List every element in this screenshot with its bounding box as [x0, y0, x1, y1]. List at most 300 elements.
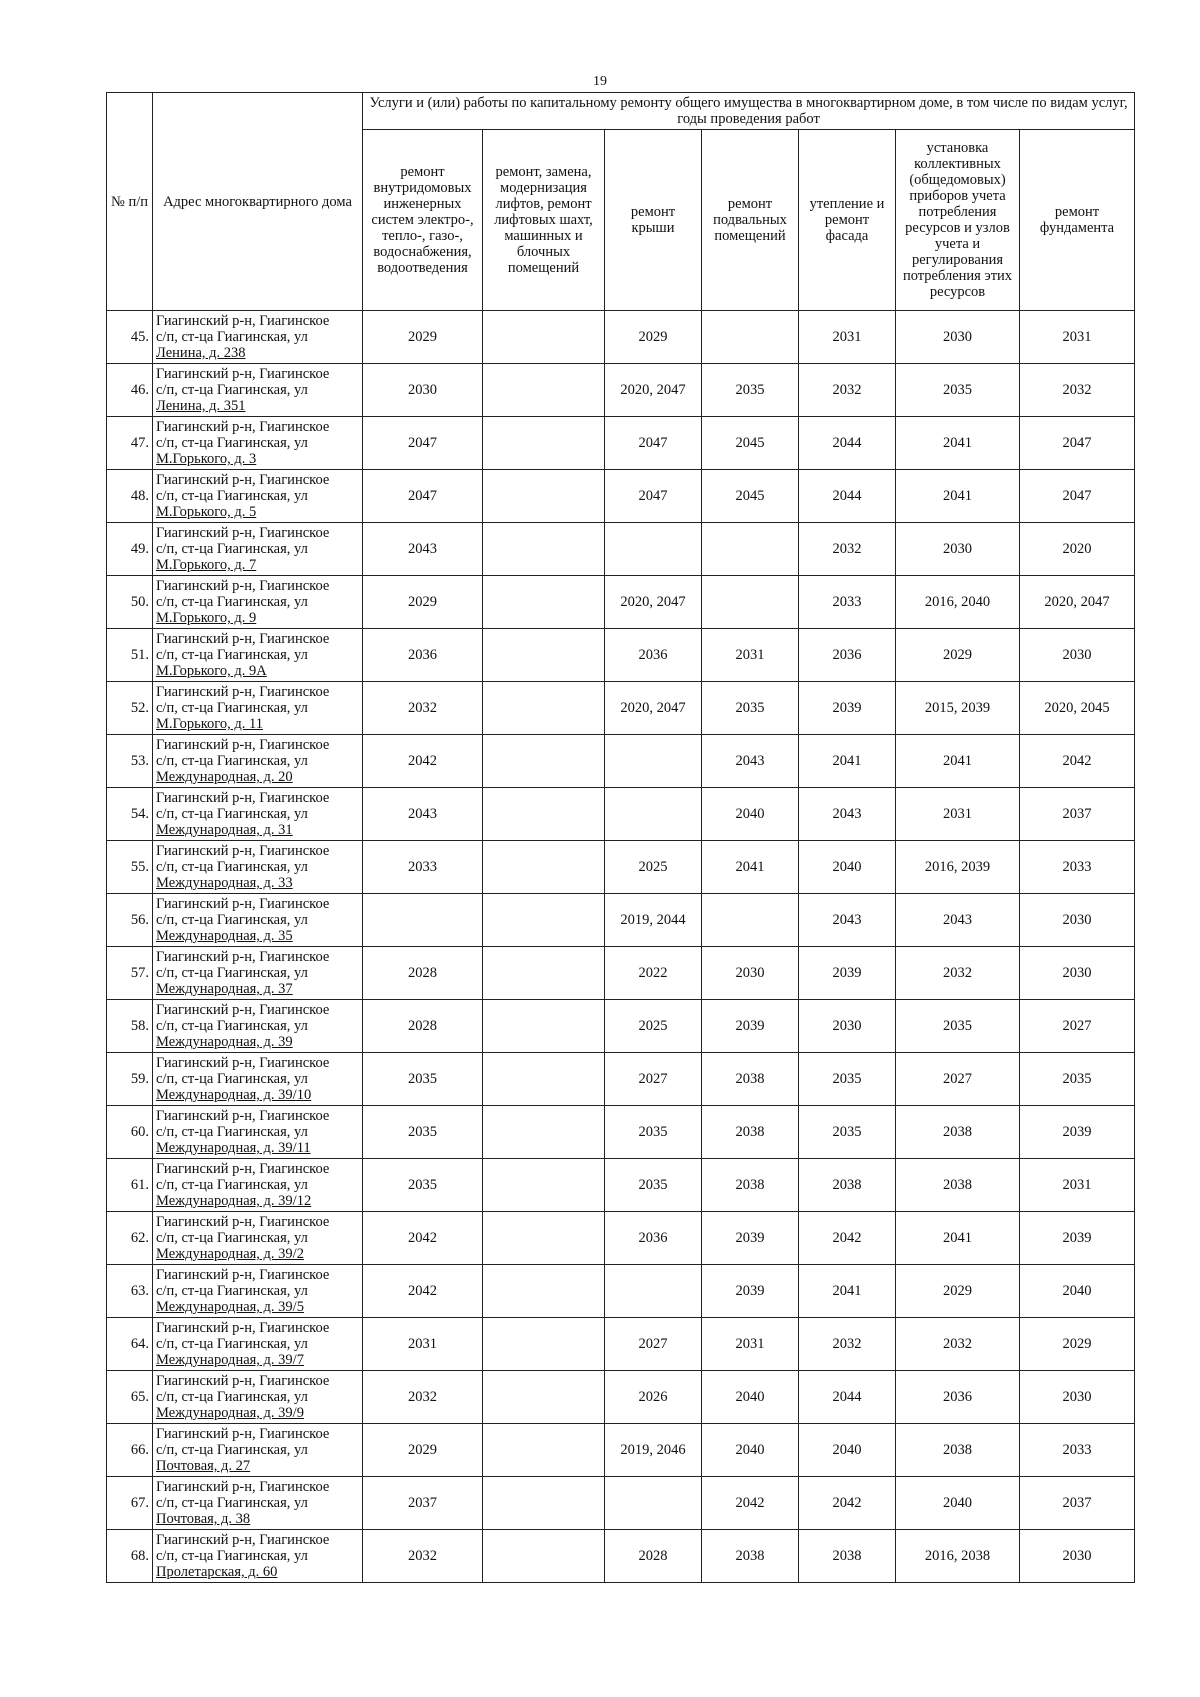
service-year-cell: 2035: [702, 364, 799, 417]
service-year-cell: 2035: [702, 682, 799, 735]
address-line: с/п, ст-ца Гиагинская, ул: [156, 1018, 308, 1034]
service-year-cell: 2038: [799, 1159, 896, 1212]
table-row: [107, 364, 1135, 417]
service-year-cell: [483, 311, 605, 364]
service-year-cell: 2030: [896, 311, 1020, 364]
service-year-cell: 2032: [1020, 364, 1135, 417]
address-line: Ленина, д. 238: [156, 345, 246, 361]
address-line: Гиагинский р-н, Гиагинское: [156, 472, 330, 488]
service-year-cell: 2019, 2044: [605, 894, 702, 947]
table-row: [107, 629, 1135, 682]
address-line: с/п, ст-ца Гиагинская, ул: [156, 1283, 308, 1299]
row-number: 45.: [107, 311, 153, 364]
row-number: 56.: [107, 894, 153, 947]
service-year-cell: 2035: [896, 1000, 1020, 1053]
service-year-cell: 2035: [799, 1106, 896, 1159]
table-row: [107, 735, 1135, 788]
row-number: 48.: [107, 470, 153, 523]
service-year-cell: 2030: [1020, 1530, 1135, 1583]
service-year-cell: 2045: [702, 417, 799, 470]
capital-repair-table: [106, 92, 1135, 1583]
row-address: [153, 1000, 363, 1053]
service-year-cell: [363, 894, 483, 947]
service-year-cell: 2036: [605, 629, 702, 682]
table-row: [107, 788, 1135, 841]
service-year-cell: [483, 1424, 605, 1477]
table-row: [107, 1477, 1135, 1530]
service-year-cell: 2035: [363, 1106, 483, 1159]
table-row: [107, 417, 1135, 470]
table-row: [107, 947, 1135, 1000]
header-service-basement: ремонт подвальных помещений: [702, 130, 799, 311]
service-year-cell: 2040: [799, 841, 896, 894]
service-year-cell: [483, 1265, 605, 1318]
row-number: 47.: [107, 417, 153, 470]
service-year-cell: 2043: [799, 894, 896, 947]
service-year-cell: 2047: [363, 417, 483, 470]
service-year-cell: 2040: [896, 1477, 1020, 1530]
row-number: 61.: [107, 1159, 153, 1212]
service-year-cell: [702, 311, 799, 364]
address-line: М.Горького, д. 7: [156, 557, 257, 573]
address-line: с/п, ст-ца Гиагинская, ул: [156, 1336, 308, 1352]
service-year-cell: 2030: [1020, 894, 1135, 947]
service-year-cell: 2020: [1020, 523, 1135, 576]
row-address: [153, 682, 363, 735]
row-number: 58.: [107, 1000, 153, 1053]
service-year-cell: 2016, 2038: [896, 1530, 1020, 1583]
service-year-cell: 2036: [363, 629, 483, 682]
service-year-cell: 2035: [1020, 1053, 1135, 1106]
address-line: с/п, ст-ца Гиагинская, ул: [156, 912, 308, 928]
address-line: с/п, ст-ца Гиагинская, ул: [156, 435, 308, 451]
service-year-cell: [483, 1000, 605, 1053]
service-year-cell: 2031: [1020, 311, 1135, 364]
service-year-cell: [702, 576, 799, 629]
service-year-cell: 2020, 2047: [605, 364, 702, 417]
table-row: [107, 841, 1135, 894]
address-line: Гиагинский р-н, Гиагинское: [156, 578, 330, 594]
service-year-cell: 2044: [799, 417, 896, 470]
address-line: с/п, ст-ца Гиагинская, ул: [156, 1548, 308, 1564]
service-year-cell: 2043: [896, 894, 1020, 947]
service-year-cell: [605, 788, 702, 841]
address-line: М.Горького, д. 11: [156, 716, 263, 732]
address-line: Гиагинский р-н, Гиагинское: [156, 1002, 330, 1018]
service-year-cell: 2041: [896, 417, 1020, 470]
service-year-cell: 2037: [1020, 788, 1135, 841]
table-row: [107, 1265, 1135, 1318]
service-year-cell: [483, 1159, 605, 1212]
table-row: [107, 1159, 1135, 1212]
service-year-cell: 2041: [896, 735, 1020, 788]
service-year-cell: 2025: [605, 841, 702, 894]
table-body: [107, 311, 1135, 1583]
address-line: Международная, д. 39/7: [156, 1352, 304, 1368]
service-year-cell: 2030: [1020, 629, 1135, 682]
address-line: с/п, ст-ца Гиагинская, ул: [156, 541, 308, 557]
address-line: Гиагинский р-н, Гиагинское: [156, 1373, 330, 1389]
service-year-cell: 2030: [896, 523, 1020, 576]
service-year-cell: 2016, 2040: [896, 576, 1020, 629]
service-year-cell: 2029: [363, 1424, 483, 1477]
row-number: 65.: [107, 1371, 153, 1424]
service-year-cell: 2027: [1020, 1000, 1135, 1053]
service-year-cell: 2031: [896, 788, 1020, 841]
service-year-cell: 2039: [799, 947, 896, 1000]
address-line: с/п, ст-ца Гиагинская, ул: [156, 488, 308, 504]
row-number: 68.: [107, 1530, 153, 1583]
service-year-cell: 2035: [896, 364, 1020, 417]
service-year-cell: 2029: [363, 576, 483, 629]
service-year-cell: 2032: [363, 682, 483, 735]
service-year-cell: 2030: [1020, 947, 1135, 1000]
service-year-cell: 2040: [702, 1424, 799, 1477]
address-line: с/п, ст-ца Гиагинская, ул: [156, 647, 308, 663]
service-year-cell: 2028: [605, 1530, 702, 1583]
service-year-cell: 2032: [896, 947, 1020, 1000]
service-year-cell: 2040: [799, 1424, 896, 1477]
service-year-cell: 2038: [896, 1424, 1020, 1477]
table-row: [107, 1000, 1135, 1053]
service-year-cell: [605, 735, 702, 788]
service-year-cell: 2038: [799, 1530, 896, 1583]
table-row: [107, 576, 1135, 629]
service-year-cell: 2047: [363, 470, 483, 523]
service-year-cell: 2028: [363, 1000, 483, 1053]
address-line: с/п, ст-ца Гиагинская, ул: [156, 1495, 308, 1511]
service-year-cell: [483, 1477, 605, 1530]
service-year-cell: 2033: [363, 841, 483, 894]
address-line: Почтовая, д. 38: [156, 1511, 251, 1527]
table-row: [107, 470, 1135, 523]
service-year-cell: [483, 1530, 605, 1583]
service-year-cell: 2027: [896, 1053, 1020, 1106]
address-line: Международная, д. 39/9: [156, 1405, 304, 1421]
service-year-cell: 2029: [896, 1265, 1020, 1318]
service-year-cell: 2036: [799, 629, 896, 682]
service-year-cell: [483, 576, 605, 629]
row-address: [153, 894, 363, 947]
service-year-cell: 2030: [363, 364, 483, 417]
service-year-cell: 2039: [702, 1265, 799, 1318]
service-year-cell: 2036: [605, 1212, 702, 1265]
service-year-cell: [483, 1318, 605, 1371]
service-year-cell: 2045: [702, 470, 799, 523]
address-line: Международная, д. 39/11: [156, 1140, 311, 1156]
row-address: [153, 364, 363, 417]
header-services-group: Услуги и (или) работы по капитальному ремонту общего имущества в многоквартирном доме, в том числе по видам услуг, годы проведения работ: [363, 93, 1135, 130]
address-line: Гиагинский р-н, Гиагинское: [156, 1214, 330, 1230]
address-line: с/п, ст-ца Гиагинская, ул: [156, 1071, 308, 1087]
address-line: М.Горького, д. 9А: [156, 663, 267, 679]
row-number: 60.: [107, 1106, 153, 1159]
service-year-cell: [483, 735, 605, 788]
service-year-cell: 2039: [1020, 1106, 1135, 1159]
service-year-cell: [483, 1053, 605, 1106]
service-year-cell: 2043: [702, 735, 799, 788]
row-number: 53.: [107, 735, 153, 788]
address-line: Международная, д. 33: [156, 875, 293, 891]
row-address: [153, 470, 363, 523]
row-address: [153, 1318, 363, 1371]
row-address: [153, 947, 363, 1000]
address-line: Гиагинский р-н, Гиагинское: [156, 790, 330, 806]
address-line: М.Горького, д. 3: [156, 451, 257, 467]
address-line: с/п, ст-ца Гиагинская, ул: [156, 1124, 308, 1140]
table-row: [107, 1530, 1135, 1583]
service-year-cell: 2041: [799, 735, 896, 788]
service-year-cell: 2020, 2047: [1020, 576, 1135, 629]
service-year-cell: 2031: [799, 311, 896, 364]
row-number: 62.: [107, 1212, 153, 1265]
address-line: с/п, ст-ца Гиагинская, ул: [156, 1389, 308, 1405]
service-year-cell: 2035: [363, 1053, 483, 1106]
service-year-cell: 2039: [702, 1000, 799, 1053]
service-year-cell: 2041: [896, 470, 1020, 523]
row-number: 57.: [107, 947, 153, 1000]
service-year-cell: 2040: [702, 788, 799, 841]
row-address: [153, 1159, 363, 1212]
row-address: [153, 417, 363, 470]
address-line: Гиагинский р-н, Гиагинское: [156, 843, 330, 859]
service-year-cell: [483, 629, 605, 682]
service-year-cell: 2032: [363, 1371, 483, 1424]
service-year-cell: [605, 1265, 702, 1318]
service-year-cell: 2020, 2045: [1020, 682, 1135, 735]
address-line: Пролетарская, д. 60: [156, 1564, 278, 1580]
service-year-cell: 2015, 2039: [896, 682, 1020, 735]
address-line: с/п, ст-ца Гиагинская, ул: [156, 1230, 308, 1246]
service-year-cell: 2033: [799, 576, 896, 629]
service-year-cell: 2047: [605, 417, 702, 470]
address-line: Гиагинский р-н, Гиагинское: [156, 1108, 330, 1124]
address-line: Гиагинский р-н, Гиагинское: [156, 1320, 330, 1336]
address-line: с/п, ст-ца Гиагинская, ул: [156, 594, 308, 610]
address-line: Гиагинский р-н, Гиагинское: [156, 1426, 330, 1442]
table-row: [107, 1053, 1135, 1106]
table-row: [107, 1371, 1135, 1424]
service-year-cell: 2042: [363, 1265, 483, 1318]
address-line: М.Горького, д. 9: [156, 610, 257, 626]
row-address: [153, 1053, 363, 1106]
service-year-cell: 2039: [702, 1212, 799, 1265]
address-line: с/п, ст-ца Гиагинская, ул: [156, 700, 308, 716]
address-line: с/п, ст-ца Гиагинская, ул: [156, 329, 308, 345]
table-row: [107, 1424, 1135, 1477]
service-year-cell: [483, 894, 605, 947]
address-line: Международная, д. 31: [156, 822, 293, 838]
address-line: Гиагинский р-н, Гиагинское: [156, 525, 330, 541]
service-year-cell: 2020, 2047: [605, 682, 702, 735]
service-year-cell: 2035: [605, 1159, 702, 1212]
service-year-cell: 2030: [1020, 1371, 1135, 1424]
service-year-cell: 2032: [896, 1318, 1020, 1371]
service-year-cell: 2032: [799, 523, 896, 576]
service-year-cell: 2042: [363, 735, 483, 788]
service-year-cell: 2039: [799, 682, 896, 735]
address-line: с/п, ст-ца Гиагинская, ул: [156, 382, 308, 398]
service-year-cell: 2032: [799, 1318, 896, 1371]
row-number: 51.: [107, 629, 153, 682]
service-year-cell: 2038: [896, 1159, 1020, 1212]
address-line: Гиагинский р-н, Гиагинское: [156, 419, 330, 435]
address-line: Гиагинский р-н, Гиагинское: [156, 737, 330, 753]
service-year-cell: [702, 894, 799, 947]
service-year-cell: [483, 947, 605, 1000]
service-year-cell: 2041: [896, 1212, 1020, 1265]
service-year-cell: 2035: [799, 1053, 896, 1106]
address-line: Международная, д. 39/2: [156, 1246, 304, 1262]
address-line: Международная, д. 35: [156, 928, 293, 944]
row-address: [153, 1477, 363, 1530]
service-year-cell: 2032: [363, 1530, 483, 1583]
service-year-cell: 2041: [799, 1265, 896, 1318]
table-row: [107, 523, 1135, 576]
service-year-cell: 2026: [605, 1371, 702, 1424]
service-year-cell: 2031: [702, 1318, 799, 1371]
service-year-cell: 2040: [1020, 1265, 1135, 1318]
service-year-cell: 2043: [363, 523, 483, 576]
service-year-cell: 2027: [605, 1318, 702, 1371]
row-address: [153, 1212, 363, 1265]
header-service-meters: установка коллективных (общедомовых) приборов учета потребления ресурсов и узлов учета и регулирования потребления этих ресурсов: [896, 130, 1020, 311]
service-year-cell: 2043: [799, 788, 896, 841]
service-year-cell: 2033: [1020, 841, 1135, 894]
service-year-cell: 2038: [896, 1106, 1020, 1159]
service-year-cell: 2027: [605, 1053, 702, 1106]
header-address: Адрес многоквартирного дома: [153, 93, 363, 311]
row-address: [153, 629, 363, 682]
service-year-cell: 2040: [702, 1371, 799, 1424]
address-line: Гиагинский р-н, Гиагинское: [156, 1055, 330, 1071]
service-year-cell: 2038: [702, 1053, 799, 1106]
row-address: [153, 1106, 363, 1159]
address-line: с/п, ст-ца Гиагинская, ул: [156, 806, 308, 822]
service-year-cell: 2047: [1020, 417, 1135, 470]
table-header: [107, 93, 1135, 311]
row-address: [153, 311, 363, 364]
table-row: [107, 1318, 1135, 1371]
table-row: [107, 682, 1135, 735]
service-year-cell: 2033: [1020, 1424, 1135, 1477]
service-year-cell: [483, 417, 605, 470]
address-line: Гиагинский р-н, Гиагинское: [156, 366, 330, 382]
service-year-cell: 2042: [1020, 735, 1135, 788]
address-line: с/п, ст-ца Гиагинская, ул: [156, 859, 308, 875]
row-address: [153, 523, 363, 576]
service-year-cell: [702, 523, 799, 576]
row-number: 46.: [107, 364, 153, 417]
service-year-cell: 2031: [363, 1318, 483, 1371]
service-year-cell: 2029: [1020, 1318, 1135, 1371]
row-number: 54.: [107, 788, 153, 841]
service-year-cell: 2032: [799, 364, 896, 417]
service-year-cell: 2035: [363, 1159, 483, 1212]
service-year-cell: [483, 682, 605, 735]
service-year-cell: [483, 1212, 605, 1265]
header-service-roof: ремонт крыши: [605, 130, 702, 311]
address-line: Международная, д. 20: [156, 769, 293, 785]
address-line: Гиагинский р-н, Гиагинское: [156, 1267, 330, 1283]
service-year-cell: 2030: [702, 947, 799, 1000]
table-row: [107, 1106, 1135, 1159]
address-line: Гиагинский р-н, Гиагинское: [156, 949, 330, 965]
row-address: [153, 1424, 363, 1477]
service-year-cell: 2047: [1020, 470, 1135, 523]
address-line: Ленина, д. 351: [156, 398, 246, 414]
header-service-foundation: ремонт фундамента: [1020, 130, 1135, 311]
service-year-cell: 2031: [702, 629, 799, 682]
row-number: 63.: [107, 1265, 153, 1318]
address-line: Международная, д. 37: [156, 981, 293, 997]
service-year-cell: [483, 470, 605, 523]
service-year-cell: 2042: [702, 1477, 799, 1530]
service-year-cell: 2038: [702, 1530, 799, 1583]
service-year-cell: [605, 523, 702, 576]
service-year-cell: 2036: [896, 1371, 1020, 1424]
address-line: Гиагинский р-н, Гиагинское: [156, 313, 330, 329]
address-line: Международная, д. 39: [156, 1034, 293, 1050]
row-number: 49.: [107, 523, 153, 576]
service-year-cell: [483, 523, 605, 576]
service-year-cell: 2042: [799, 1212, 896, 1265]
header-num: № п/п: [107, 93, 153, 311]
service-year-cell: [605, 1477, 702, 1530]
address-line: Международная, д. 39/12: [156, 1193, 312, 1209]
address-line: с/п, ст-ца Гиагинская, ул: [156, 1442, 308, 1458]
service-year-cell: 2038: [702, 1159, 799, 1212]
row-number: 55.: [107, 841, 153, 894]
service-year-cell: [483, 364, 605, 417]
header-service-facade: утепление и ремонт фасада: [799, 130, 896, 311]
address-line: Международная, д. 39/10: [156, 1087, 312, 1103]
service-year-cell: 2041: [702, 841, 799, 894]
address-line: Международная, д. 39/5: [156, 1299, 304, 1315]
service-year-cell: 2020, 2047: [605, 576, 702, 629]
table-row: [107, 1212, 1135, 1265]
service-year-cell: [483, 1106, 605, 1159]
address-line: Гиагинский р-н, Гиагинское: [156, 1161, 330, 1177]
service-year-cell: 2029: [605, 311, 702, 364]
address-line: Почтовая, д. 27: [156, 1458, 251, 1474]
row-number: 59.: [107, 1053, 153, 1106]
row-address: [153, 1371, 363, 1424]
row-number: 66.: [107, 1424, 153, 1477]
address-line: Гиагинский р-н, Гиагинское: [156, 1479, 330, 1495]
row-address: [153, 1530, 363, 1583]
service-year-cell: 2031: [1020, 1159, 1135, 1212]
service-year-cell: 2047: [605, 470, 702, 523]
service-year-cell: [483, 841, 605, 894]
address-line: с/п, ст-ца Гиагинская, ул: [156, 753, 308, 769]
service-year-cell: 2037: [363, 1477, 483, 1530]
service-year-cell: 2016, 2039: [896, 841, 1020, 894]
service-year-cell: 2029: [896, 629, 1020, 682]
address-line: Гиагинский р-н, Гиагинское: [156, 631, 330, 647]
row-number: 52.: [107, 682, 153, 735]
row-address: [153, 576, 363, 629]
row-number: 64.: [107, 1318, 153, 1371]
address-line: Гиагинский р-н, Гиагинское: [156, 896, 330, 912]
service-year-cell: 2022: [605, 947, 702, 1000]
address-line: Гиагинский р-н, Гиагинское: [156, 1532, 330, 1548]
service-year-cell: 2042: [363, 1212, 483, 1265]
service-year-cell: 2042: [799, 1477, 896, 1530]
service-year-cell: 2029: [363, 311, 483, 364]
service-year-cell: 2044: [799, 1371, 896, 1424]
row-address: [153, 841, 363, 894]
